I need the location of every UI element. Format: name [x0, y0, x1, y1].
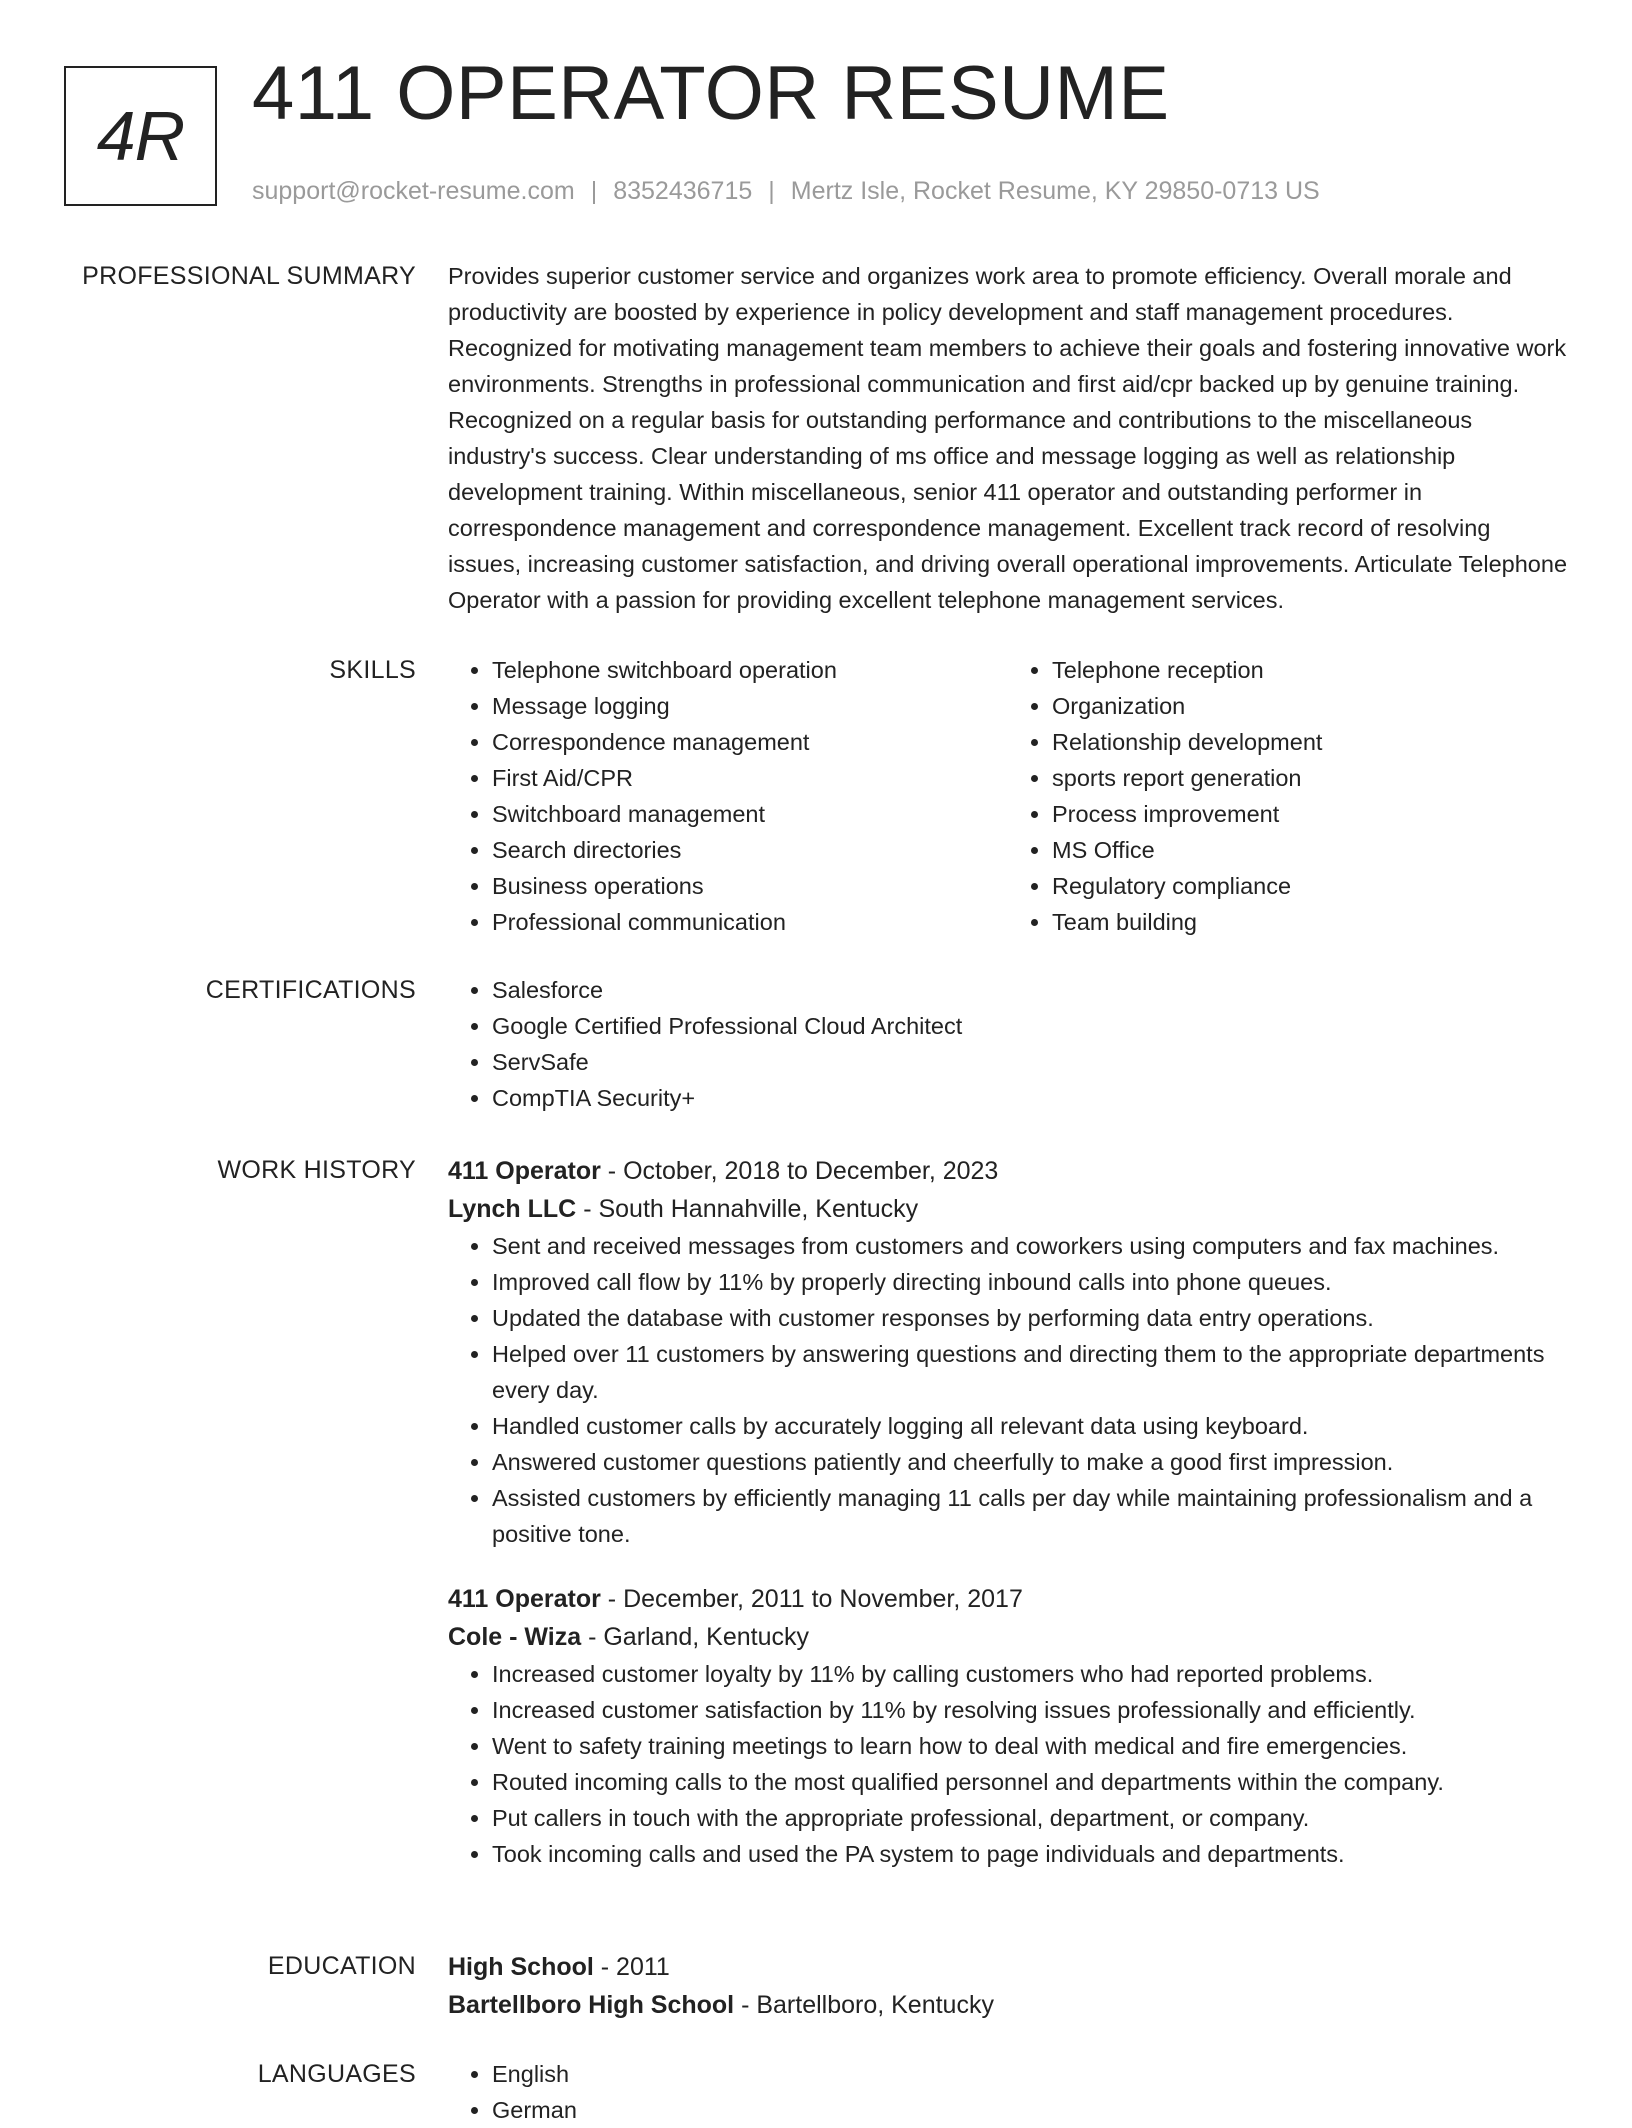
job-title-line: [448, 1580, 1568, 1618]
skill-item: • MS Office: [1052, 832, 1568, 868]
job-entry: [448, 1580, 1568, 1872]
section-label-work-history: WORK HISTORY: [217, 1156, 416, 1184]
skill-item: • Search directories: [492, 832, 1008, 868]
education-location: - Bartellboro, Kentucky: [734, 1991, 994, 2019]
job-dates: - October, 2018 to December, 2023: [600, 1157, 999, 1185]
education-degree-line: [448, 1948, 1568, 1986]
job-duty: • Took incoming calls and used the PA system to page individuals and departments.: [492, 1836, 1568, 1872]
skill-item: • Relationship development: [1052, 724, 1568, 760]
job-company: Cole - Wiza: [448, 1623, 582, 1651]
languages-list: [448, 2056, 1568, 2128]
skill-item: • Message logging: [492, 688, 1008, 724]
certification-item: • CompTIA Security+: [492, 1080, 1568, 1116]
contact-phone[interactable]: 8352436715: [613, 177, 753, 205]
section-label-certifications: CERTIFICATIONS: [205, 976, 416, 1004]
job-duty: • Updated the database with customer responses by performing data entry operations.: [492, 1300, 1568, 1336]
skill-item: • Business operations: [492, 868, 1008, 904]
job-location: - Garland, Kentucky: [581, 1623, 810, 1651]
job-duty: • Put callers in touch with the appropriate professional, department, or company.: [492, 1800, 1568, 1836]
job-title-line: [448, 1152, 1568, 1190]
section-label-skills: SKILLS: [329, 656, 416, 684]
skills-body: [448, 652, 1568, 940]
skill-item: • Switchboard management: [492, 796, 1008, 832]
resume-title: 411 OPERATOR RESUME: [252, 51, 1170, 136]
job-entry: [448, 1152, 1568, 1552]
contact-address: Mertz Isle, Rocket Resume, KY 29850-0713 US: [790, 177, 1320, 205]
skill-item: • Telephone switchboard operation: [492, 652, 1008, 688]
skill-item: • Correspondence management: [492, 724, 1008, 760]
certification-item: • Google Certified Professional Cloud Architect: [492, 1008, 1568, 1044]
contact-line: [252, 174, 1320, 208]
work-history-body: [448, 1152, 1568, 1900]
languages-body: [448, 2056, 1568, 2128]
job-duty: • Helped over 11 customers by answering questions and directing them to the appropriate departments every day.: [492, 1336, 1568, 1408]
job-duty: • Improved call flow by 11% by properly directing inbound calls into phone queues.: [492, 1264, 1568, 1300]
education-year: - 2011: [593, 1953, 670, 1981]
skills-list-right: [1008, 652, 1568, 940]
certifications-body: [448, 972, 1568, 1116]
job-company-line: [448, 1190, 1568, 1228]
job-duty: • Answered customer questions patiently and cheerfully to make a good first impression.: [492, 1444, 1568, 1480]
skill-item: • First Aid/CPR: [492, 760, 1008, 796]
job-title: 411 Operator: [448, 1157, 601, 1185]
job-duty: • Went to safety training meetings to learn how to deal with medical and fire emergencies.: [492, 1728, 1568, 1764]
monogram-logo: 4R: [64, 66, 217, 206]
skill-item: • Team building: [1052, 904, 1568, 940]
section-label-languages: LANGUAGES: [257, 2060, 416, 2088]
education-school-line: [448, 1986, 1568, 2024]
job-location: - South Hannahville, Kentucky: [576, 1195, 919, 1223]
job-duty: • Increased customer satisfaction by 11% by resolving issues professionally and efficiently.: [492, 1692, 1568, 1728]
contact-separator: |: [590, 177, 598, 205]
skill-item: • Professional communication: [492, 904, 1008, 940]
language-item: • English: [492, 2056, 1568, 2092]
certifications-list: [448, 972, 1568, 1116]
section-label-education: EDUCATION: [267, 1952, 416, 1980]
skill-item: • Organization: [1052, 688, 1568, 724]
education-degree: High School: [448, 1953, 594, 1981]
job-company-line: [448, 1618, 1568, 1656]
job-duty: • Handled customer calls by accurately logging all relevant data using keyboard.: [492, 1408, 1568, 1444]
education-body: [448, 1948, 1568, 2024]
summary-text: Provides superior customer service and organizes work area to promote efficiency. Overall morale and productivity are boosted by experience in policy development and staff management procedures. Recognized for motivating management team members to achieve their goals and fostering innovative work environments. Strengths in professional communication and first aid/cpr backed up by genuine training. Recognized on a regular basis for outstanding performance and contributions to the miscellaneous industry's success. Clear understanding of ms office and message logging as well as relationship development training. Within miscellaneous, senior 411 operator and outstanding performer in correspondence management and correspondence management. Excellent track record of resolving issues, increasing customer satisfaction, and driving overall operational improvements. Articulate Telephone Operator with a passion for providing excellent telephone management services.: [448, 263, 1568, 613]
job-dates: - December, 2011 to November, 2017: [600, 1585, 1023, 1613]
job-duty: • Increased customer loyalty by 11% by calling customers who had reported problems.: [492, 1656, 1568, 1692]
skill-item: • sports report generation: [1052, 760, 1568, 796]
certification-item: • Salesforce: [492, 972, 1568, 1008]
job-duty: • Routed incoming calls to the most qualified personnel and departments within the company.: [492, 1764, 1568, 1800]
skill-item: • Regulatory compliance: [1052, 868, 1568, 904]
section-label-summary: PROFESSIONAL SUMMARY: [82, 262, 416, 290]
job-company: Lynch LLC: [448, 1195, 577, 1223]
contact-email[interactable]: support@rocket-resume.com: [252, 177, 575, 205]
summary-body: [448, 258, 1568, 618]
skills-list-left: [448, 652, 1008, 940]
job-duties-list: [448, 1656, 1568, 1872]
education-school: Bartellboro High School: [448, 1991, 735, 2019]
job-duty: • Assisted customers by efficiently managing 11 calls per day while maintaining professionalism and a positive tone.: [492, 1480, 1568, 1552]
language-item: • German: [492, 2092, 1568, 2128]
job-title: 411 Operator: [448, 1585, 601, 1613]
skill-item: • Process improvement: [1052, 796, 1568, 832]
certification-item: • ServSafe: [492, 1044, 1568, 1080]
contact-separator: |: [768, 177, 775, 205]
job-duty: • Sent and received messages from customers and coworkers using computers and fax machines.: [492, 1228, 1568, 1264]
skill-item: • Telephone reception: [1052, 652, 1568, 688]
job-duties-list: [448, 1228, 1568, 1552]
